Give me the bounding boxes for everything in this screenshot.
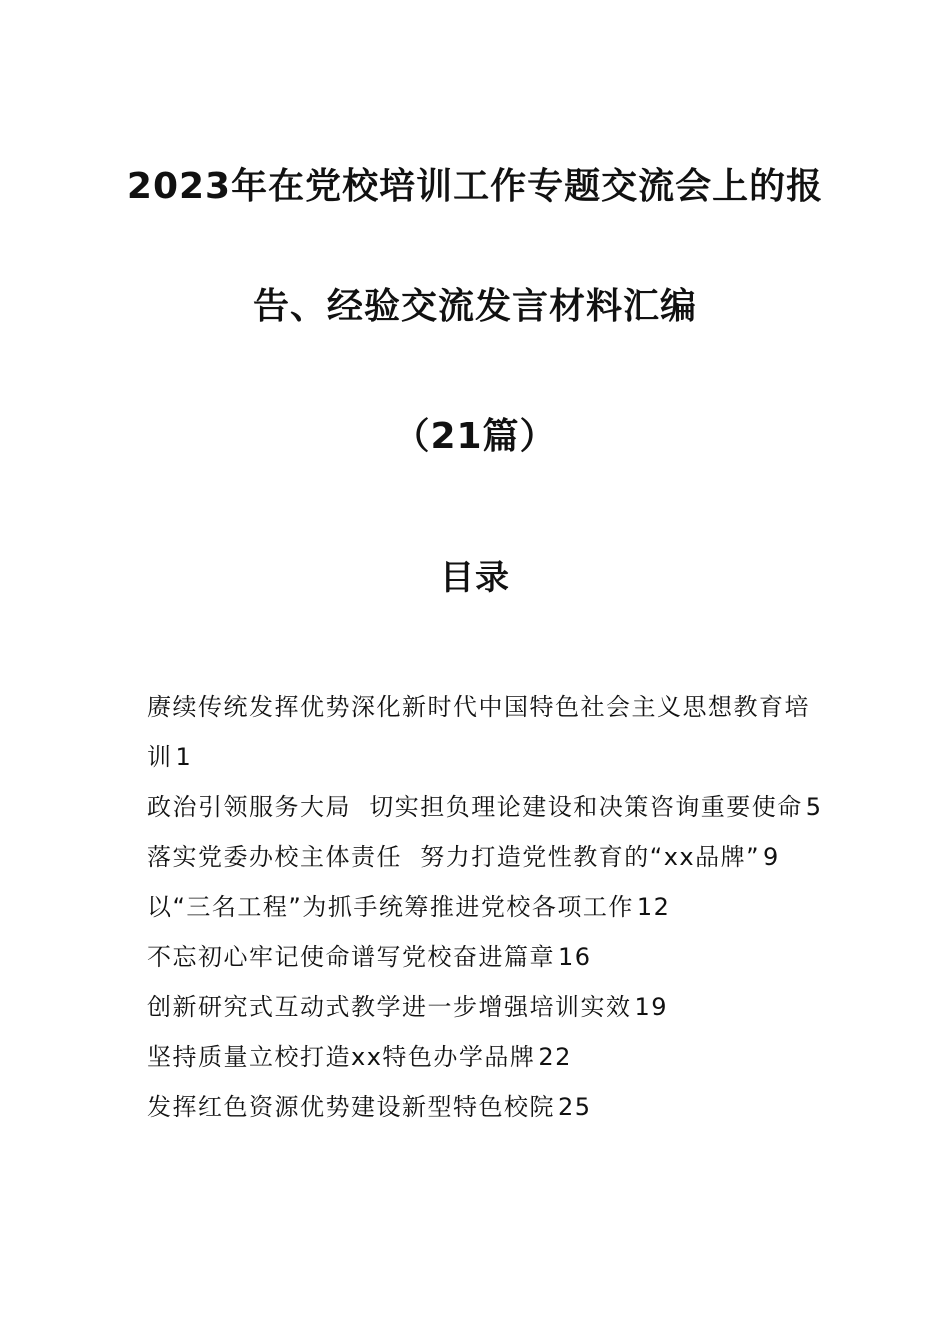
toc-heading: 目录 (440, 558, 510, 598)
toc-entry-page: 25 (558, 1093, 592, 1121)
toc-entry-title: 赓续传统发挥优势深化新时代中国特色社会主义思想教育培训 (147, 693, 810, 771)
toc-entry-page: 22 (538, 1043, 572, 1071)
toc-entry[interactable] (147, 832, 827, 882)
toc-entry[interactable] (147, 932, 827, 982)
toc-entry[interactable] (147, 782, 827, 832)
toc-entry-page: 16 (558, 943, 592, 971)
toc-entry[interactable] (147, 882, 827, 932)
toc-entry-title: 发挥红色资源优势建设新型特色校院 (147, 1093, 555, 1121)
toc-entry-page: 1 (175, 743, 193, 771)
article-count: （21篇） (393, 416, 557, 457)
toc-entry-title: 创新研究式互动式教学进一步增强培训实效 (147, 993, 632, 1021)
toc-entry[interactable] (147, 682, 827, 782)
toc-entry[interactable] (147, 1082, 827, 1132)
toc-entry-page: 12 (636, 893, 671, 921)
table-of-contents (147, 682, 827, 1132)
document-title-line-2: 告、经验交流发言材料汇编 (252, 286, 697, 327)
toc-entry-title: 不忘初心牢记使命谱写党校奋进篇章 (147, 943, 555, 971)
toc-entry-page: 5 (805, 793, 823, 821)
toc-entry-title: 以“三名工程”为抓手统筹推进党校各项工作 (147, 893, 634, 921)
toc-entry-page: 19 (634, 993, 669, 1021)
toc-entry[interactable] (147, 1032, 827, 1082)
toc-entry[interactable] (147, 982, 827, 1032)
toc-entry-title: 政治引领服务大局 切实担负理论建设和决策咨询重要使命 (147, 793, 803, 821)
toc-entry-title: 坚持质量立校打造xx特色办学品牌 (147, 1043, 536, 1071)
toc-entry-title: 落实党委办校主体责任 努力打造党性教育的“xx品牌” (147, 843, 761, 871)
document-title-line-1: 2023年在党校培训工作专题交流会上的报 (126, 166, 824, 207)
toc-entry-page: 9 (763, 843, 780, 871)
